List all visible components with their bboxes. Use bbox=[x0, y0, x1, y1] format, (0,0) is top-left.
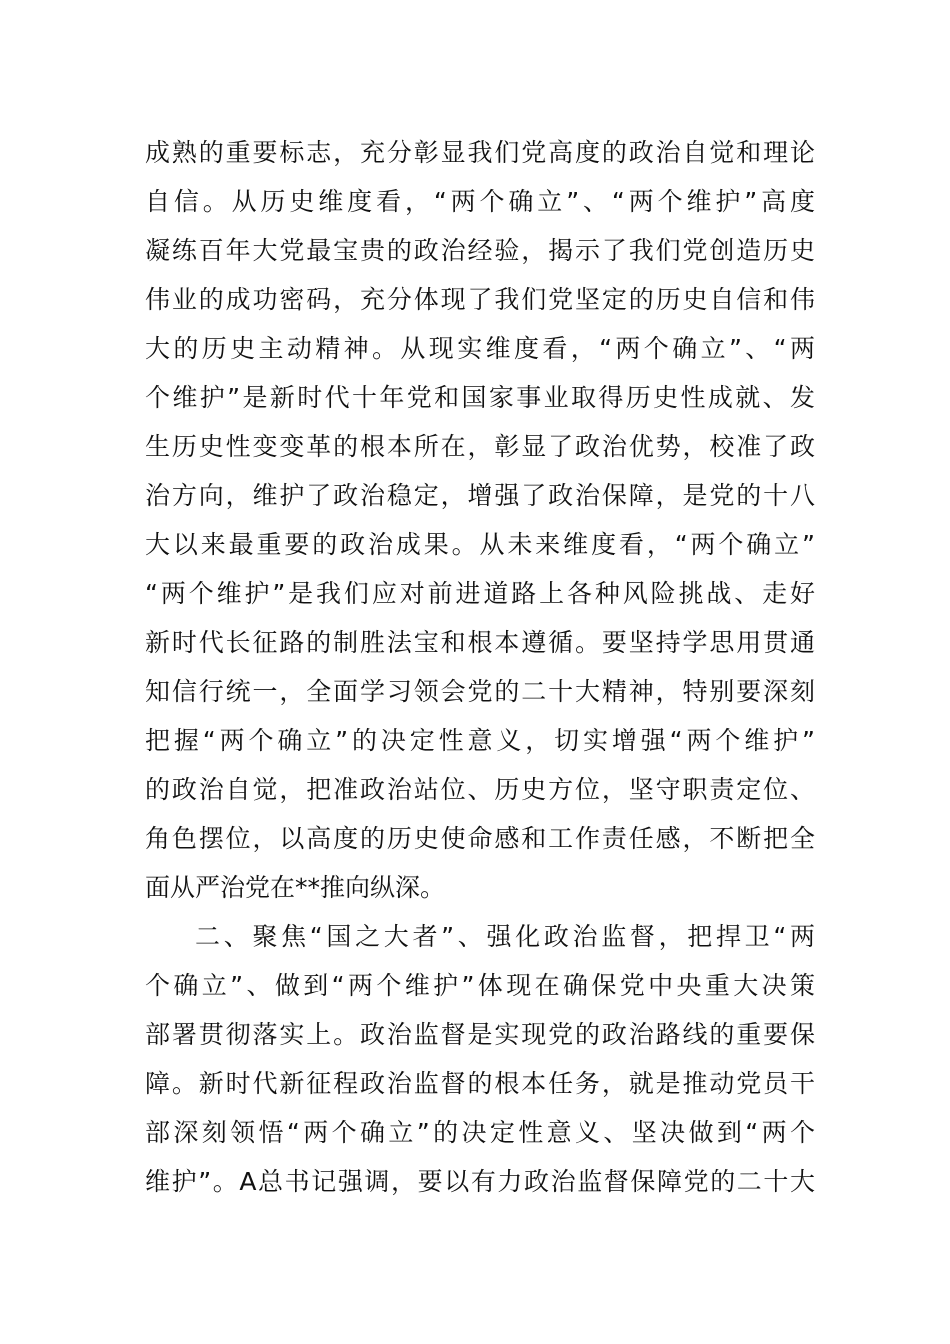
text-line: 成熟的重要标志，充分彰显我们党高度的政治自觉和理论 bbox=[145, 138, 815, 167]
text-line: 自信。从历史维度看，“两个确立”、“两个维护”高度 bbox=[145, 187, 815, 216]
text-line: 角色摆位，以高度的历史使命感和工作责任感，不断把全 bbox=[145, 824, 815, 853]
text-line: 部署贯彻落实上。政治监督是实现党的政治路线的重要保 bbox=[145, 1020, 815, 1049]
text-line: 伟业的成功密码，充分体现了我们党坚定的历史自信和伟 bbox=[145, 285, 815, 314]
document-body bbox=[145, 128, 815, 1206]
text-line: 二、聚焦“国之大者”、强化政治监督，把捍卫“两 bbox=[195, 922, 815, 951]
text-line: 维护”。A总书记强调，要以有力政治监督保障党的二十大 bbox=[145, 1167, 815, 1196]
text-line: “两个维护”是我们应对前进道路上各种风险挑战、走好 bbox=[145, 579, 815, 608]
paragraph-2 bbox=[145, 912, 815, 1206]
text-line: 障。新时代新征程政治监督的根本任务，就是推动党员干 bbox=[145, 1069, 815, 1098]
text-line: 个确立”、做到“两个维护”体现在确保党中央重大决策 bbox=[145, 971, 815, 1000]
text-line: 部深刻领悟“两个确立”的决定性意义、坚决做到“两个 bbox=[145, 1118, 815, 1147]
text-line: 生历史性变变革的根本所在，彰显了政治优势，校准了政 bbox=[145, 432, 815, 461]
text-line: 把握“两个确立”的决定性意义，切实增强“两个维护” bbox=[145, 726, 815, 755]
text-line: 个维护”是新时代十年党和国家事业取得历史性成就、发 bbox=[145, 383, 815, 412]
text-line: 大以来最重要的政治成果。从未来维度看，“两个确立” bbox=[145, 530, 815, 559]
text-line: 凝练百年大党最宝贵的政治经验，揭示了我们党创造历史 bbox=[145, 236, 815, 265]
text-line: 大的历史主动精神。从现实维度看，“两个确立”、“两 bbox=[145, 334, 815, 363]
text-line: 的政治自觉，把准政治站位、历史方位，坚守职责定位、 bbox=[145, 775, 815, 804]
text-line: 面从严治党在**推向纵深。 bbox=[145, 873, 446, 902]
text-line: 知信行统一，全面学习领会党的二十大精神，特别要深刻 bbox=[145, 677, 815, 706]
paragraph-1 bbox=[145, 128, 815, 912]
text-line: 新时代长征路的制胜法宝和根本遵循。要坚持学思用贯通 bbox=[145, 628, 815, 657]
text-line: 治方向，维护了政治稳定，增强了政治保障，是党的十八 bbox=[145, 481, 815, 510]
